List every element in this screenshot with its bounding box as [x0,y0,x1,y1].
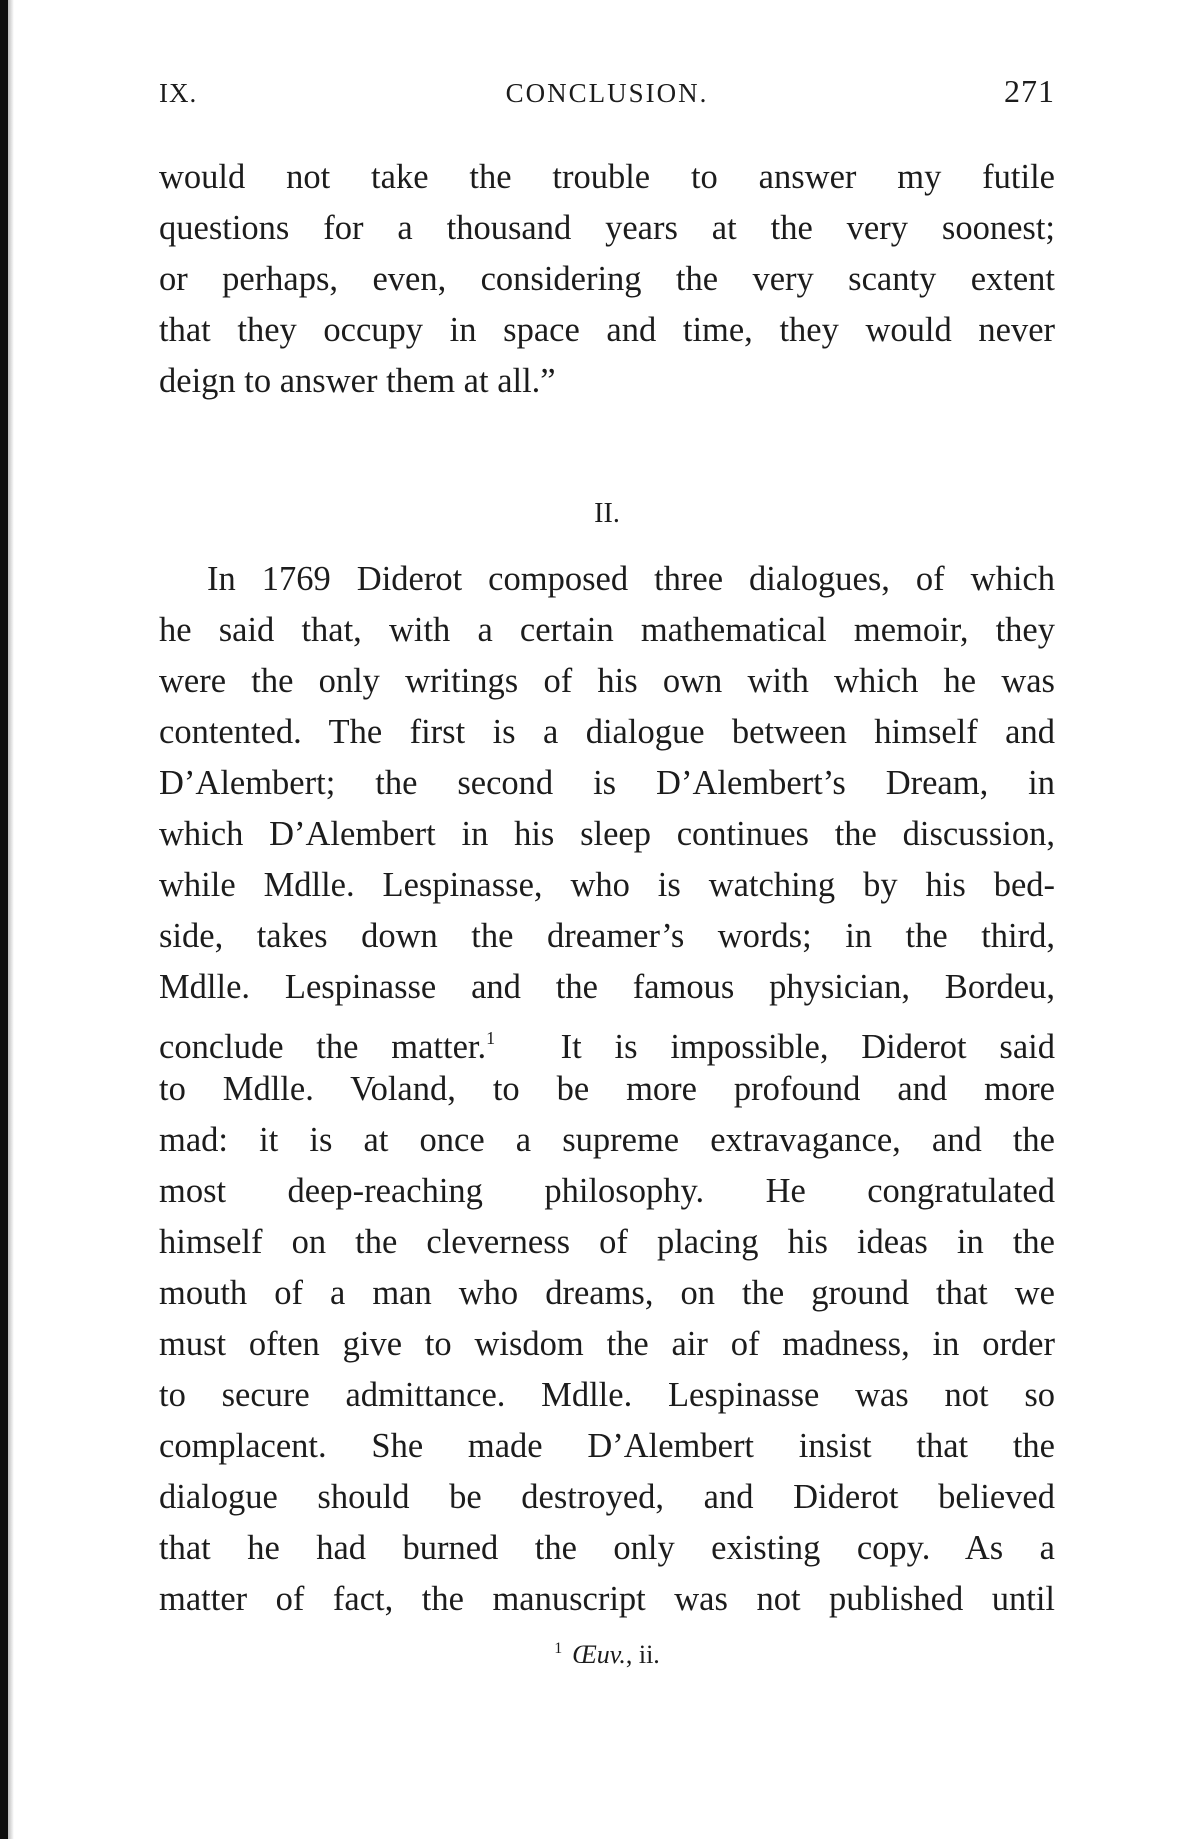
section-heading: II. [594,498,620,529]
page-number: 271 [1004,73,1055,109]
text-line: mad: it is at once a supreme extravagance, and the [159,1121,1055,1159]
text-line: or perhaps, even, considering the very scanty extent [159,260,1055,298]
chapter-number: IX. [159,78,198,108]
text-line: mouth of a man who dreams, on the ground that we [159,1274,1055,1312]
text-line: side, takes down the dreamer’s words; in the third, [159,917,1055,955]
text-line: contented. The first is a dialogue between himself and [159,713,1055,751]
footnote-mark: 1 [554,1640,563,1657]
book-binding-edge [0,0,8,1839]
text-line: In 1769 Diderot composed three dialogues, of which [207,560,1055,598]
text-segment: conclude the matter. [159,1028,487,1066]
text-line: complacent. She made D’Alembert insist that the [159,1427,1055,1465]
text-line: to secure admittance. Mdlle. Lespinasse was not so [159,1376,1055,1414]
chapter-title: CONCLUSION. [505,78,709,108]
text-line: must often give to wisdom the air of madness, in order [159,1325,1055,1363]
text-line: deign to answer them at all.” [159,362,556,400]
footnote-reference[interactable]: 1 [486,1028,496,1048]
footnote-abbreviation: Œuv. [572,1640,626,1669]
continued-quotation [159,152,1055,407]
text-line: questions for a thousand years at the very soonest; [159,209,1055,247]
text-line: to Mdlle. Voland, to be more profound and more [159,1070,1055,1108]
running-head [159,73,1055,118]
text-line: he said that, with a certain mathematical memoir, they [159,611,1055,649]
text-line: Mdlle. Lespinasse and the famous physician, Bordeu, [159,968,1055,1006]
footnote [159,1640,1055,1670]
text-line: would not take the trouble to answer my futile [159,158,1055,196]
footnote-text: , ii. [625,1640,660,1669]
text-segment: It is impossible, Diderot said [495,1028,1055,1066]
text-line: that they occupy in space and time, they would never [159,311,1055,349]
text-line: dialogue should be destroyed, and Diderot believed [159,1478,1055,1516]
text-line: most deep-reaching philosophy. He congratulated [159,1172,1055,1210]
text-line: which D’Alembert in his sleep continues the discussion, [159,815,1055,853]
text-line: himself on the cleverness of placing his ideas in the [159,1223,1055,1261]
binding-shadow [8,0,14,1839]
text-line: matter of fact, the manuscript was not published until [159,1580,1055,1618]
main-paragraph [159,554,1055,1625]
text-line: that he had burned the only existing copy. As a [159,1529,1055,1567]
text-line: were the only writings of his own with which he was [159,662,1055,700]
text-line: while Mdlle. Lespinasse, who is watching by his bed- [159,866,1055,904]
text-line-with-footnote-ref [159,1013,1055,1064]
text-line: D’Alembert; the second is D’Alembert’s Dream, in [159,764,1055,802]
